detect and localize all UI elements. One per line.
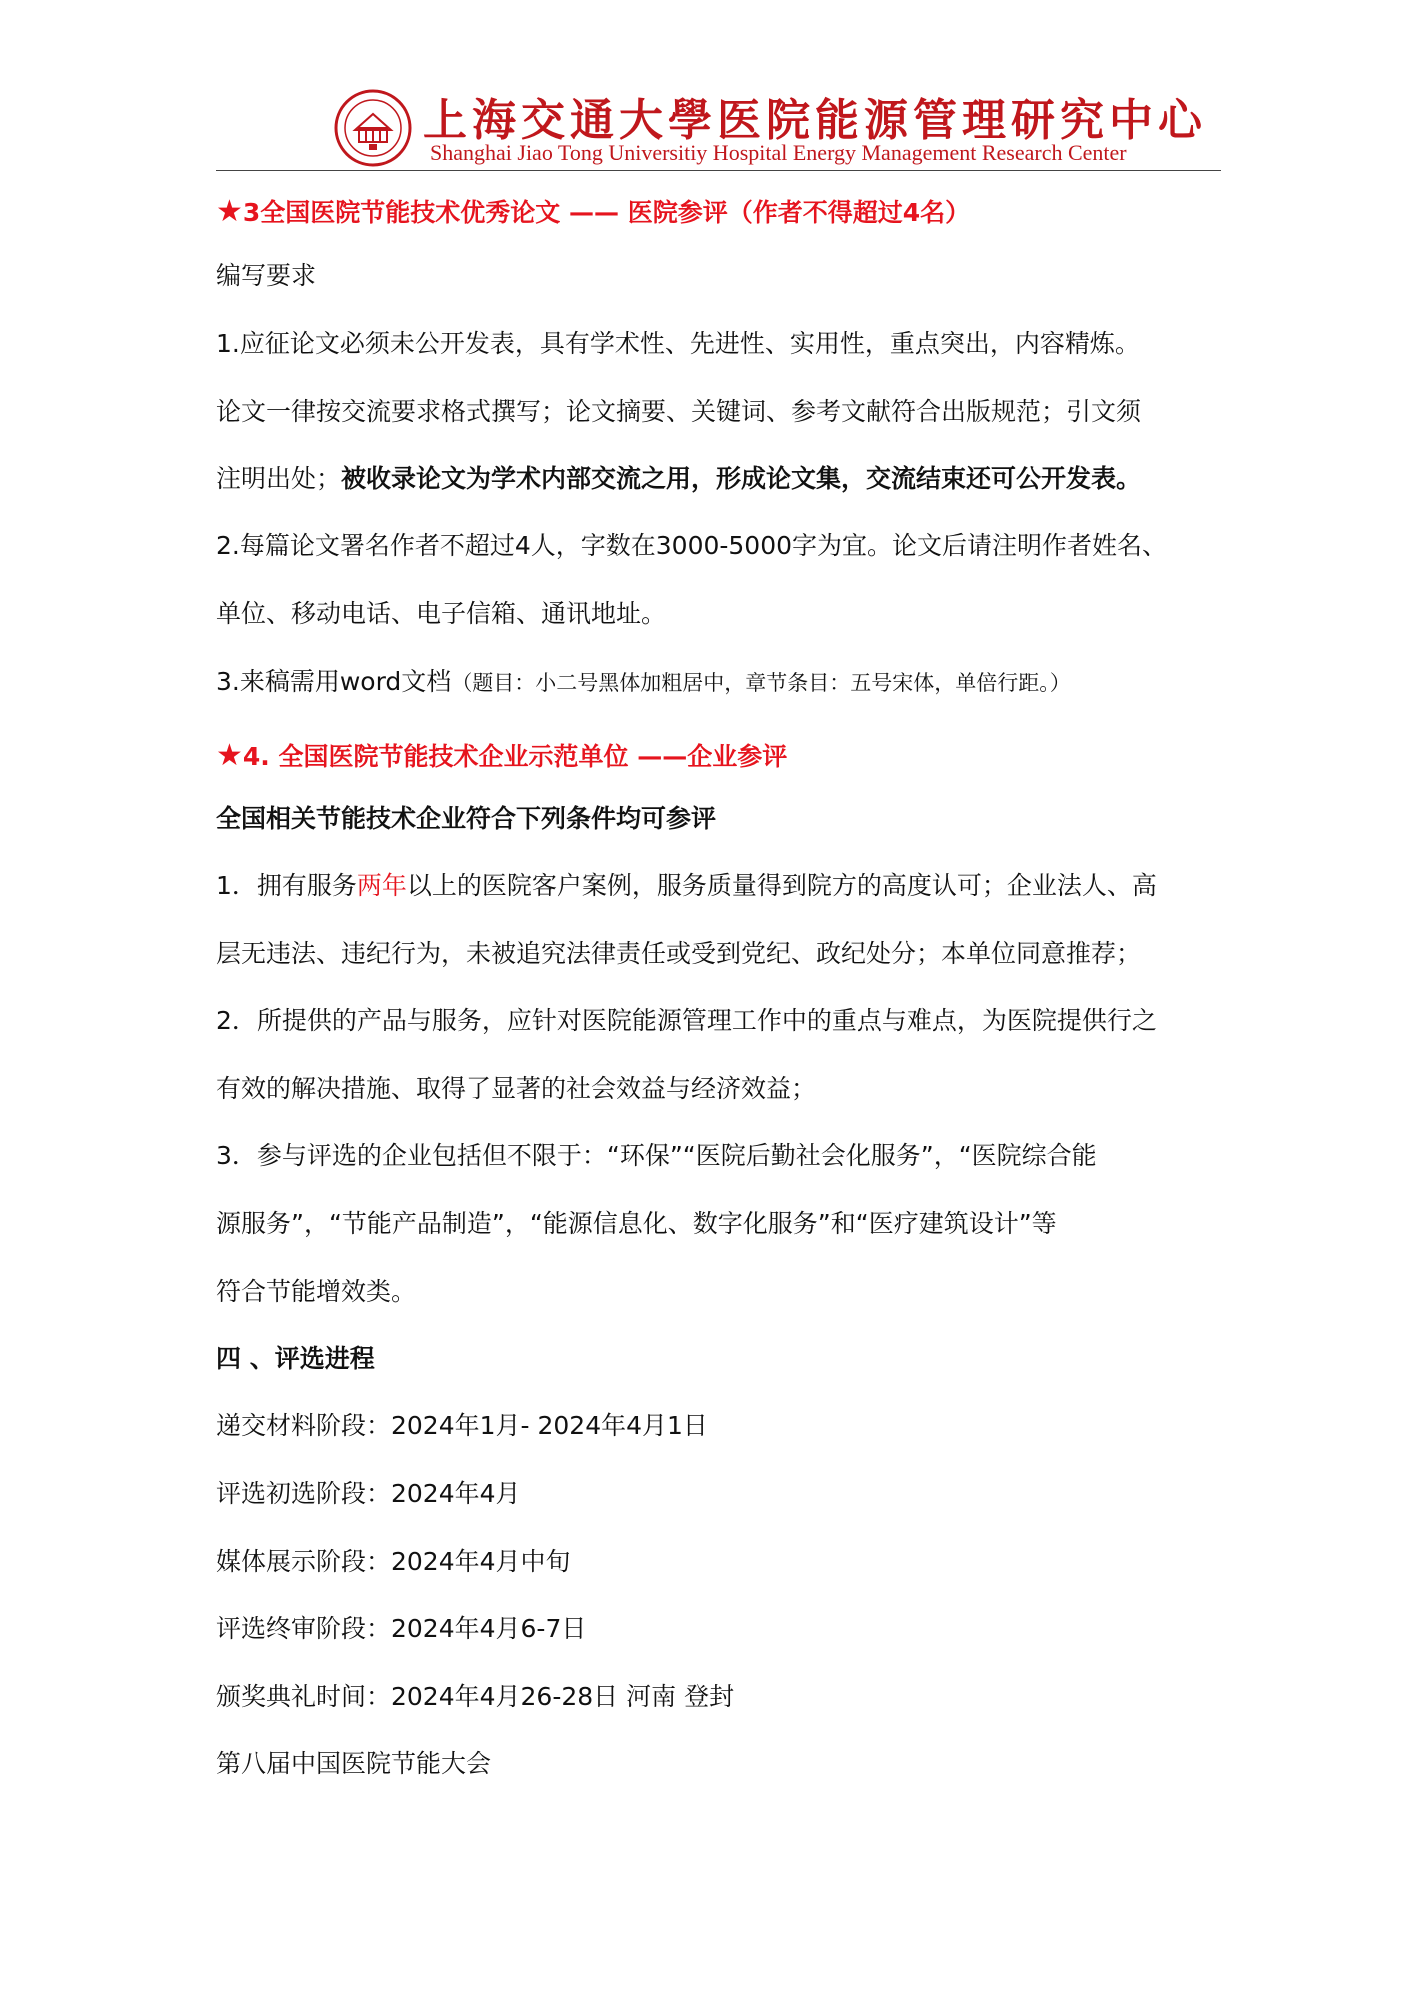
section4-c1-highlight: 两年 (356, 871, 407, 900)
section4-c2-line1: 2．所提供的产品与服务，应针对医院能源管理工作中的重点与难点，为医院提供行之 (216, 1006, 1157, 1035)
section4-c3-line2: 源服务”，“节能产品制造”，“能源信息化、数字化服务”和“医疗建筑设计”等 (216, 1209, 1057, 1238)
section4-c1-line2: 层无违法、违纪行为，未被追究法律责任或受到党纪、政纪处分；本单位同意推荐； (216, 939, 1142, 968)
header-divider (216, 170, 1221, 171)
schedule-item: 媒体展示阶段：2024年4月中旬 (216, 1547, 571, 1576)
letterhead-title-en: Shanghai Jiao Tong Universitiy Hospital Energy Management Research Center (430, 140, 1127, 165)
section3-p1-line3-normal: 注明出处； (216, 464, 342, 493)
section3-p2-line1: 2.每篇论文署名作者不超过4人，字数在3000-5000字为宜。论文后请注明作者姓名、 (216, 531, 1168, 560)
schedule-footer: 第八届中国医院节能大会 (216, 1749, 492, 1778)
schedule-item: 递交材料阶段：2024年1月- 2024年4月1日 (216, 1411, 708, 1440)
star-icon: ★ (216, 738, 243, 773)
section4-c3-line3: 符合节能增效类。 (216, 1277, 417, 1306)
section3-subheading: 编写要求 (216, 261, 317, 290)
section3-p1-line1: 1.应征论文必须未公开发表，具有学术性、先进性、实用性，重点突出，内容精炼。 (216, 329, 1140, 358)
university-seal-icon (333, 88, 413, 168)
star-icon: ★ (216, 194, 243, 229)
section4-heading-text: 4. 全国医院节能技术企业示范单位 ——企业参评 (242, 742, 788, 771)
section4-c1-line1 (216, 870, 1157, 902)
section3-heading (216, 196, 970, 229)
section4-c1-line1-a: 1．拥有服务 (216, 871, 357, 900)
section4-subheading: 全国相关节能技术企业符合下列条件均可参评 (216, 804, 717, 833)
letterhead (0, 80, 1423, 172)
section3-p1-line3 (216, 463, 1141, 495)
section3-p1-line2: 论文一律按交流要求格式撰写；论文摘要、关键词、参考文献符合出版规范；引文须 (216, 397, 1142, 426)
section4-c1-line1-b: 以上的医院客户案例，服务质量得到院方的高度认可；企业法人、高 (406, 871, 1157, 900)
schedule-item: 评选初选阶段：2024年4月 (216, 1479, 521, 1508)
section4-heading (216, 740, 787, 773)
section3-p3-main: 3.来稿需用word文档 (216, 667, 452, 696)
section3-p2-line2: 单位、移动电话、电子信箱、通讯地址。 (216, 599, 667, 628)
schedule-item: 颁奖典礼时间：2024年4月26-28日 河南 登封 (216, 1682, 735, 1711)
section3-heading-text: 3全国医院节能技术优秀论文 —— 医院参评（作者不得超过4名） (242, 198, 971, 227)
schedule-item: 评选终审阶段：2024年4月6-7日 (216, 1614, 587, 1643)
section3-p1-line3-bold: 被收录论文为学术内部交流之用，形成论文集，交流结束还可公开发表。 (341, 464, 1142, 493)
section3-p3-note: （题目：小二号黑体加粗居中，章节条目：五号宋体，单倍行距。） (451, 671, 1071, 695)
section4-c3-line1: 3．参与评选的企业包括但不限于：“环保”“医院后勤社会化服务”，“医院综合能 (216, 1141, 1097, 1170)
schedule-heading: 四 、评选进程 (216, 1344, 375, 1373)
section4-c2-line2: 有效的解决措施、取得了显著的社会效益与经济效益； (216, 1074, 817, 1103)
section3-p3 (216, 666, 1071, 699)
letterhead-title-cn: 上海交通大學医院能源管理研究中心 (423, 95, 1207, 146)
